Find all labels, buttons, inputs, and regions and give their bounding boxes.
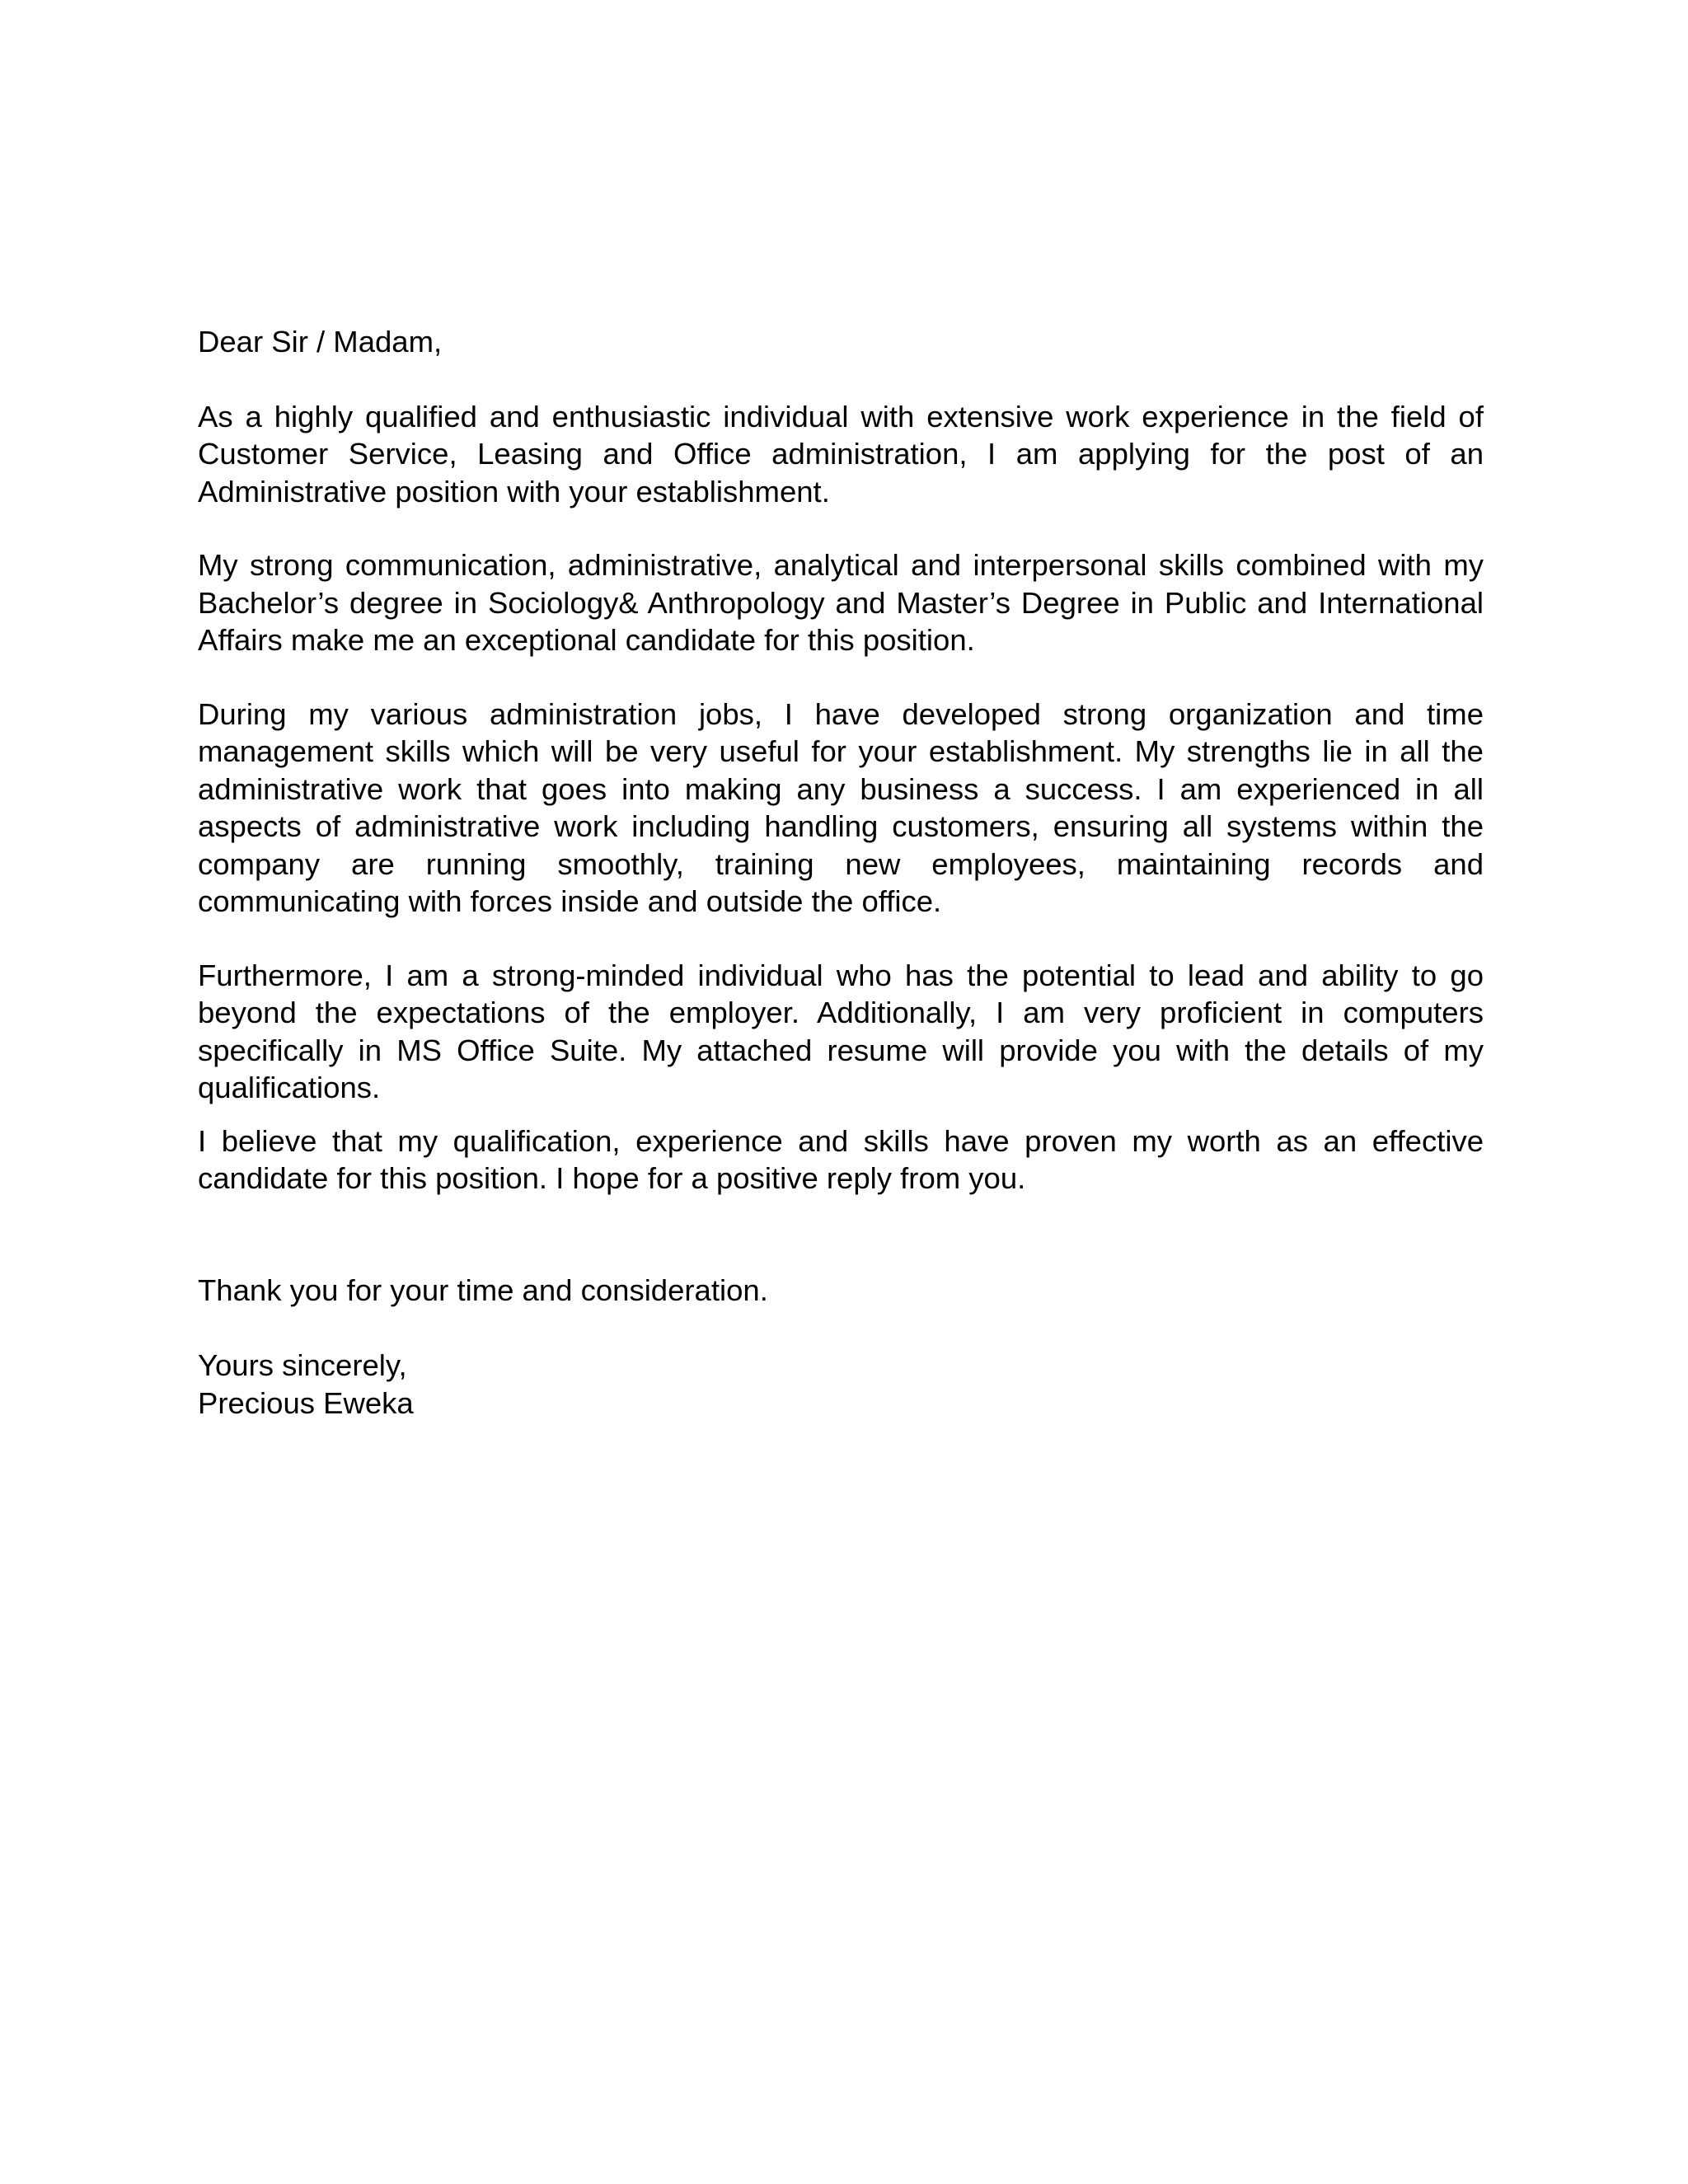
- paragraph-introduction: As a highly qualified and enthusiastic individual with extensive work experience in the field of Customer Service, Leasing and Office administration, I am applying for the post of an Administrative position with your establishment.: [198, 399, 1484, 509]
- paragraph-strengths: Furthermore, I am a strong-minded individual who has the potential to lead and ability to go beyond the expectations of the employer. Additionally, I am very proficient in computers specifically in MS Office Suite. My attached resume will provide you with the details of my qualifications.: [198, 958, 1484, 1104]
- salutation: Dear Sir / Madam,: [198, 325, 443, 359]
- paragraph-qualifications: My strong communication, administrative, analytical and interpersonal skills combined with my Bachelor’s degree in Sociology& Anthropology and Master’s Degree in Public and International Affairs make me an exceptional candidate for this position.: [198, 548, 1484, 657]
- paragraph-conclusion: I believe that my qualification, experience and skills have proven my worth as an effective candidate for this position. I hope for a positive reply from you.: [198, 1123, 1484, 1195]
- signature-name: Precious Eweka: [198, 1385, 414, 1420]
- closing: Yours sincerely,: [198, 1348, 407, 1382]
- thank-you-line: Thank you for your time and consideration.: [198, 1272, 768, 1307]
- cover-letter: [198, 323, 1484, 1422]
- paragraph-experience: During my various administration jobs, I have developed strong organization and time management skills which will be very useful for your establishment. My strengths lie in all the administrative work that goes into making any business a success. I am experienced in all aspects of administrative work including handling customers, ensuring all systems within the company are running smoothly, training new employees, maintaining records and communicating with forces inside and outside the office.: [198, 696, 1484, 918]
